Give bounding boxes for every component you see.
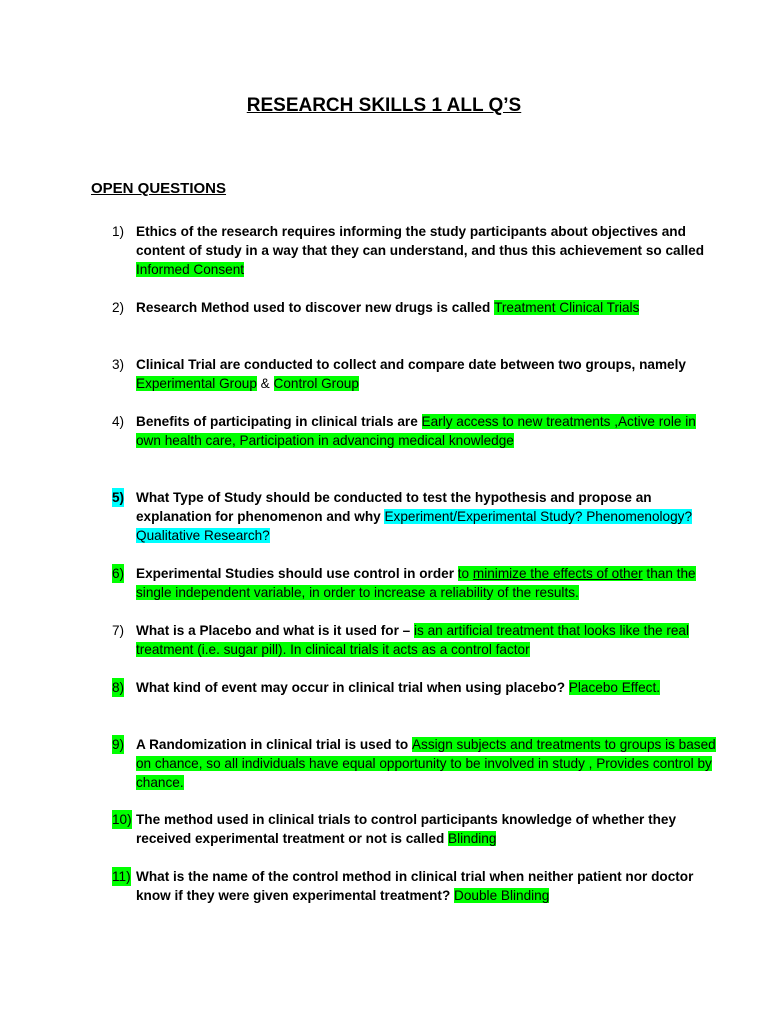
answer-separator: &: [256, 376, 274, 391]
question-11: [112, 867, 722, 905]
answer-highlight: to: [457, 566, 473, 581]
section-heading: OPEN QUESTIONS: [91, 180, 227, 197]
question-number: 5): [112, 490, 125, 505]
question-number: 4): [112, 414, 125, 429]
answer-highlight: Experimental Group: [136, 376, 257, 391]
question-3: [112, 355, 722, 393]
document-title: RESEARCH SKILLS 1 ALL Q’S: [246, 95, 522, 116]
question-text: Research Method used to discover new drugs is called: [136, 300, 495, 315]
question-number: 9): [112, 737, 125, 752]
question-9: [112, 735, 722, 792]
question-number: 6): [112, 566, 125, 581]
answer-highlight: Assign subjects and treatments to groups is based on chance, so all individuals have equal opportunity to be involved in study , Provides control by chance.: [136, 737, 716, 790]
question-10: [112, 810, 722, 848]
question-text: Benefits of participating in clinical trials are: [136, 414, 422, 429]
question-text: What is the name of the control method in clinical trial when neither patient nor doctor know if they were given experimental treatment?: [136, 869, 694, 903]
question-7: [112, 621, 722, 659]
question-1: [112, 222, 722, 279]
answer-highlight: Blinding: [448, 831, 497, 846]
answer-highlight-underlined: minimize the effects of other: [472, 566, 643, 581]
question-number: 8): [112, 680, 125, 695]
answer-highlight: than the single independent variable, in order to increase a reliability of the results.: [136, 566, 696, 600]
question-text: A Randomization in clinical trial is used to: [136, 737, 412, 752]
question-text: What is a Placebo and what is it used for –: [136, 623, 414, 638]
question-text: Ethics of the research requires informing the study participants about objectives and content of study in a way that they can understand, and thus this achievement so called: [136, 224, 705, 258]
answer-highlight: Informed Consent: [136, 262, 245, 277]
question-5: [112, 488, 722, 545]
answer-highlight: Early access to new treatments ,Active role in own health care, Participation in advancing medical knowledge: [136, 414, 696, 448]
question-number: 3): [112, 357, 125, 372]
question-text: What Type of Study should be conducted to test the hypothesis and propose an explanation for phenomenon and why: [136, 490, 652, 524]
answer-highlight: is an artificial treatment that looks like the real treatment (i.e. sugar pill). In clinical trials it acts as a control factor: [136, 623, 690, 657]
question-4: [112, 412, 722, 450]
answer-highlight: Treatment Clinical Trials: [494, 300, 640, 315]
question-number: 10): [112, 812, 132, 827]
question-text: The method used in clinical trials to control participants knowledge of whether they received experimental treatment or not is called: [136, 812, 677, 846]
question-number: 2): [112, 300, 125, 315]
question-6: [112, 564, 722, 602]
question-8: [112, 678, 722, 697]
answer-highlight: Control Group: [273, 376, 359, 391]
answer-highlight: Experiment/Experimental Study? Phenomenology? Qualitative Research?: [136, 509, 693, 543]
answer-highlight: Placebo Effect.: [568, 680, 661, 695]
question-text: What kind of event may occur in clinical trial when using placebo?: [136, 680, 569, 695]
question-2: [112, 298, 722, 317]
question-number: 1): [112, 224, 125, 239]
question-text: Experimental Studies should use control in order: [136, 566, 458, 581]
question-text: Clinical Trial are conducted to collect and compare date between two groups, namely: [136, 357, 686, 372]
question-number: 11): [112, 869, 131, 884]
answer-highlight: Double Blinding: [454, 888, 550, 903]
question-number: 7): [112, 623, 125, 638]
